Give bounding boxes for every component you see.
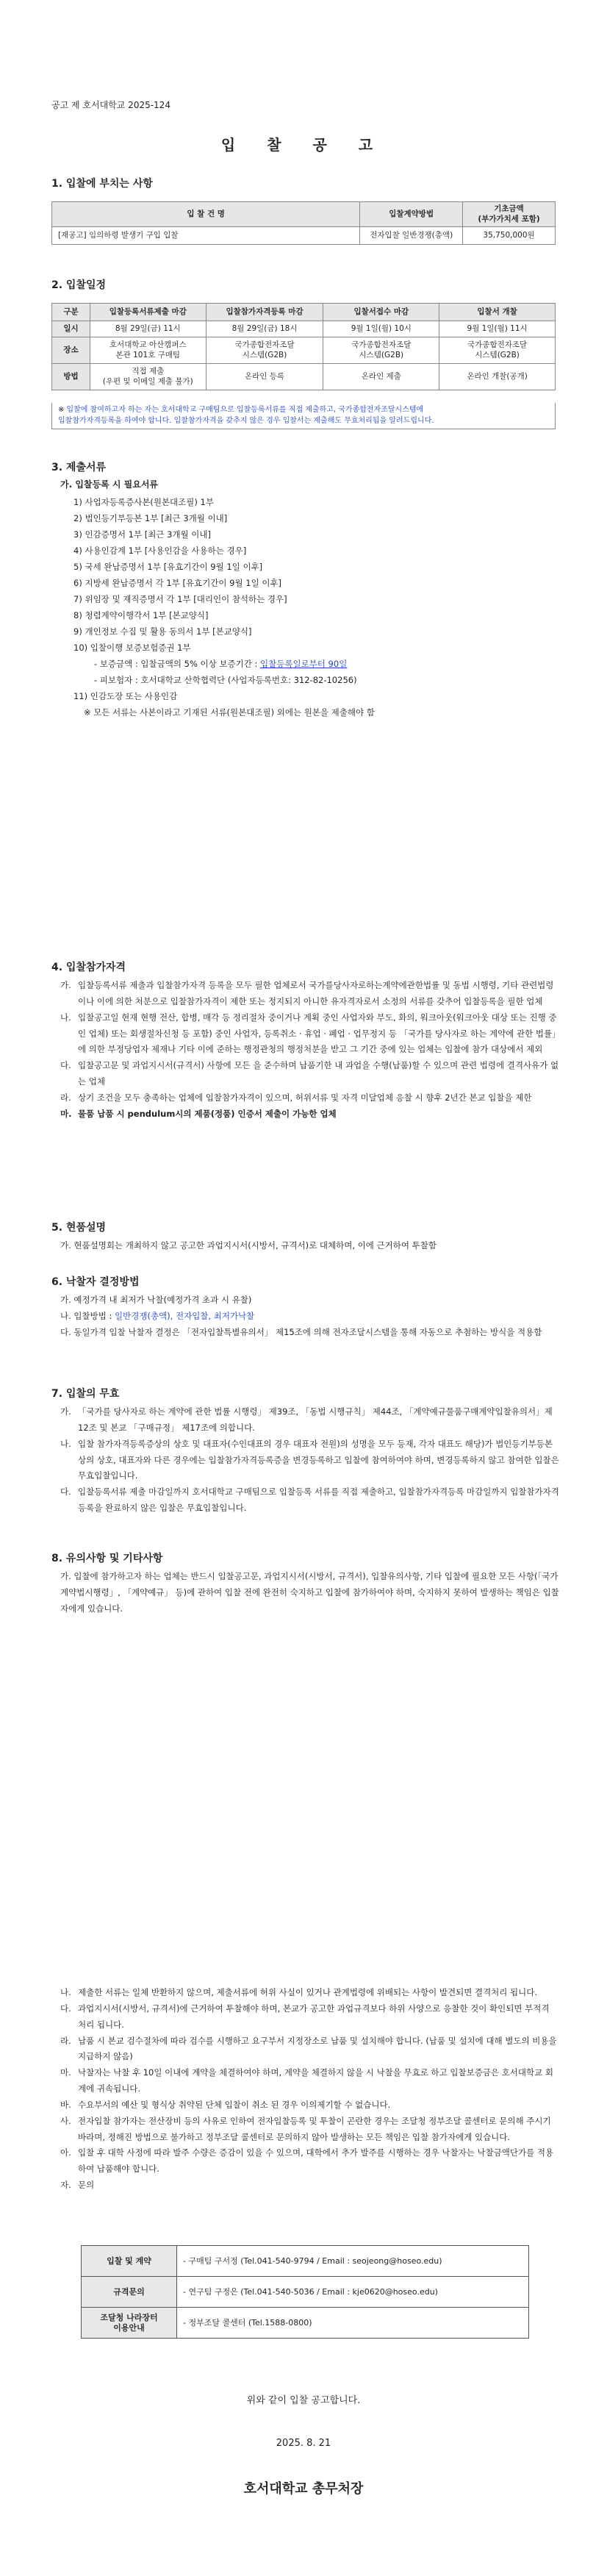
section-5-heading: 5. 현품설명 (51, 1222, 107, 1234)
item-mark: 라. (60, 1092, 71, 1103)
schedule-cell: 국가종합전자조달 시스템(G2B) (206, 337, 323, 364)
item-mark: 가. (60, 980, 71, 990)
row-label: 장소 (52, 337, 90, 364)
col-bid-deadline: 입찰서접수 마감 (323, 304, 439, 321)
list-item: 2) 법인등기부등본 1부 [최근 3개월 이내] (73, 513, 228, 523)
notes-item: 전자입찰 참가자는 전산장비 등의 사유로 인하여 전자입찰등록 및 투찰이 곤란한 경우는 조달청 정부조달 콜센터로 문의해 주시기 바라며, 정해진 방법으로 불가하고 정부조달 콜센터로 문의하지 않아 발생하는 모든 책임은 입찰 참가자에게 있습니다. (78, 2115, 551, 2142)
col-bid-name: 입 찰 건 명 (52, 202, 360, 227)
schedule-table (51, 303, 556, 390)
eligibility-item: 입찰공고일 현재 현행 전산, 합병, 매각 등 정리절차 중이거나 계획 중인 사업자와 부도, 화의, 워크아웃(워크아웃 대상 또는 진행 중인 업체) 또는 회생절차신청 등 포함) 중인 사업자, 등록취소 · 휴업 · 폐업 · 업무정지 등 「국가를 당사자로 하는 계약에 관한 법률」에 의한 부정당업자 제재나 기타 이에 준하는 행정관청의 행정처분을 받고 그 기간 중에 있는 업체는 입찰에 참가 대상에서 제외 (78, 1012, 557, 1055)
row-label: 방법 (52, 364, 90, 390)
schedule-cell: 국가종합전자조달 시스템(G2B) (439, 337, 556, 364)
list-item: 10) 입찰이행 보증보험증권 1부 (73, 643, 191, 653)
section-3-heading: 3. 제출서류 (51, 462, 107, 473)
schedule-row-method (52, 364, 556, 390)
issuer-name: 호서대학교 총무처장 (243, 2481, 364, 2497)
schedule-cell: 9월 1일(월) 10시 (323, 321, 439, 337)
list-item: 8) 청렴계약이행각서 1부 [본교양식] (73, 610, 209, 620)
item-mark: 가. (60, 1406, 71, 1417)
col-base-amount: 기초금액 (부가가치세 포함) (463, 202, 556, 227)
section-7-heading: 7. 입찰의 무효 (51, 1388, 120, 1400)
note-star: ※ (58, 406, 65, 414)
notes-item: 납품 시 본교 검수절차에 따라 검수를 시행하고 요구부서 지정장소로 납품 및 설치해야 합니다. (납품 및 설치에 대해 별도의 비용을 지급하지 않음) (78, 2035, 557, 2062)
contact-label: 조달청 나라장터 이용안내 (82, 2308, 177, 2339)
contact-value: - 연구팀 구정은 (Tel.041-540-5036 / Email : kje0620@hoseo.edu) (177, 2277, 529, 2308)
schedule-cell: 8월 29일(금) 11시 (90, 321, 206, 337)
invalid-item: 입찰 참가자격등록증상의 상호 및 대표자(수인대표의 경우 대표자 전원)의 성명을 모두 등재, 각자 대표도 해당)가 법인등기부등본상의 상호, 대표자와 다른 경우에는 입찰참가자격등록증을 변경등록하고 입찰에 참여하여야 하며, 변경등록하지 않고 참여한 입찰은 무효입찰입니다. (78, 1438, 559, 1481)
contract-method-cell: 전자입찰 일반경쟁(총액) (360, 227, 463, 245)
contact-label: 입찰 및 계약 (82, 2246, 177, 2277)
col-opening: 입찰서 개찰 (439, 304, 556, 321)
schedule-cell: 9월 1일(월) 11시 (439, 321, 556, 337)
notes-item: 입찰 후 대학 사정에 따라 발주 수량은 증감이 있을 수 있으며, 대학에서 추가 발주를 시행하는 경우 낙찰자는 낙찰금액단가를 적용하여 납품해야 합니다. (78, 2147, 554, 2175)
notes-item: 과업지시서(시방서, 규격서)에 근거하여 투찰해야 하며, 본교가 공고한 과업규격보다 하위 사양으로 응찰한 것이 확인되면 부적격 처리 됩니다. (78, 2003, 550, 2030)
item-mark: 마. (60, 2067, 71, 2078)
list-item: 5) 국세 완납증명서 1부 [유효기간이 9월 1일 이후] (73, 562, 263, 572)
award-item-prefix: 나. 입찰방법 : (60, 1310, 115, 1321)
closing-date: 2025. 8. 21 (276, 2438, 331, 2449)
contact-value: - 정부조달 콜센터 (Tel.1588-0800) (177, 2308, 529, 2339)
eligibility-item: 입찰공고문 및 과업지시서(규격서) 사항에 모든 을 준수하며 납품기한 내 과업을 수행(납품)할 수 있으며 관련 법령에 결격사유가 없는 업체 (78, 1060, 559, 1087)
notes-item: 가. 입찰에 참가하고자 하는 업체는 반드시 입찰공고문, 과업지시서(시방서, 규격서), 입찰유의사항, 기타 입찰에 필요한 모든 사항(「국가계약법시행령」, 「계약예규」 등)에 관하여 입찰 전에 완전히 숙지하고 입찰에 참가하여야 하며, 숙지하지 못하여 발생하는 책임은 입찰자에게 있습니다. (60, 1571, 559, 1614)
item-mark: 라. (60, 2035, 71, 2046)
docs-note: ※ 모든 서류는 사본이라고 기재된 서류(원본대조필) 외에는 원본을 제출해야 함 (84, 707, 375, 718)
schedule-row-place (52, 337, 556, 364)
award-item: 가. 예정가격 내 최저가 낙찰(예정가격 초과 시 유찰) (60, 1295, 252, 1305)
notes-item: 제출한 서류는 일체 반환하지 않으며, 제출서류에 허위 사실이 있거나 관계법령에 위배되는 사항이 발견되면 결격처리 됩니다. (78, 1987, 538, 1997)
eligibility-item: 입찰등록서류 제출과 입찰참가자격 등록을 모두 필한 업체로서 국가를당사자로하는계약에관한법률 및 동법 시행령, 기타 관련법령이나 이에 의한 처분으로 입찰참가자격이 제한 또는 정지되지 아니한 유자격자로서 소정의 서류를 갖추어 입찰등록을 필한 업체 (78, 980, 554, 1006)
notes-item: 낙찰자는 낙찰 후 10일 이내에 계약을 체결하여야 하며, 계약을 체결하지 않을 시 낙찰을 무효로 하고 입찰보증금은 호서대학교 회계에 귀속됩니다. (78, 2067, 553, 2094)
document-title: 입 찰 공 고 (220, 136, 387, 154)
bid-name-cell: [재공고] 임의하령 발생기 구입 입찰 (52, 227, 360, 245)
item-mark: 나. (60, 1987, 71, 1997)
bid-item-table (51, 201, 556, 245)
item-mark: 다. (60, 1060, 71, 1071)
list-item: 7) 위임장 및 재직증명서 각 1부 [대리인이 참석하는 경우] (73, 594, 287, 604)
row-label: 일시 (52, 321, 90, 337)
col-category: 구분 (52, 304, 90, 321)
notes-item-a (60, 1569, 560, 1617)
invalid-item: 입찰등록서류 제출 마감일까지 호서대학교 구매팀으로 입찰등록 서류를 직접 제출하고, 입찰참가자격등록 마감일까지 입찰참가자격등록을 완료하지 않은 입찰은 무효입찰입니다. (78, 1486, 559, 1514)
bond-amount-text: - 보증금액 : 입찰금액의 5% 이상 보증기간 : (94, 659, 261, 669)
invalid-bid-list (60, 1404, 560, 1517)
contact-value: - 구매팀 구서정 (Tel.041-540-9794 / Email : seojeong@hoseo.edu) (177, 2246, 529, 2277)
list-item: 9) 개인정보 수집 및 활용 동의서 1부 [본교양식] (73, 626, 252, 637)
col-doc-deadline: 입찰등록서류제출 마감 (90, 304, 206, 321)
list-item: 11) 인감도장 또는 사용인감 (73, 691, 178, 701)
contact-table (81, 2245, 529, 2339)
section-4-heading: 4. 입찰참가자격 (51, 962, 126, 973)
notes-list (60, 1985, 560, 2194)
bond-insured-line: - 피보험자 : 호서대학교 산학협력단 (사업자등록번호: 312-82-10256) (94, 675, 357, 685)
eligibility-list (60, 978, 560, 1123)
award-method-highlight: 일반경쟁(총액), 전자입찰, 최저가낙찰 (115, 1310, 255, 1321)
eligibility-item: 상기 조건을 모두 충족하는 업체에 입찰참가자격이 있으며, 허위서류 및 자격 미달업체 응찰 시 향후 2년간 본교 입찰을 제한 (78, 1092, 532, 1103)
base-amount-cell: 35,750,000원 (463, 227, 556, 245)
required-docs-list (73, 495, 551, 722)
note-line: 입찰참가자격등록을 하여야 합니다. 입찰참가자격을 갖추지 않은 경우 입찰서는 제출해도 무효처리됨을 알려드립니다. (58, 416, 434, 425)
item-mark: 바. (60, 2099, 71, 2110)
schedule-cell: 호서대학교 아산캠퍼스 본관 101호 구매팀 (90, 337, 206, 364)
col-contract-method: 입찰계약방법 (360, 202, 463, 227)
award-method-list (60, 1292, 560, 1341)
notes-item: 문의 (78, 2180, 95, 2191)
item-mark: 나. (60, 1438, 71, 1449)
schedule-cell: 온라인 등록 (206, 364, 323, 390)
list-item: 3) 인감증명서 1부 [최근 3개월 이내] (73, 529, 211, 540)
item-mark: 다. (60, 2003, 71, 2014)
closing-statement: 위와 같이 입찰 공고합니다. (246, 2395, 361, 2406)
eligibility-item: 물품 납품 시 pendulum시의 제품(정품) 인증서 제출이 가능한 업체 (78, 1108, 337, 1119)
schedule-cell: 직접 제출 (우편 및 이메일 제출 불가) (90, 364, 206, 390)
section-2-heading: 2. 입찰일정 (51, 279, 107, 291)
schedule-cell: 온라인 개찰(공개) (439, 364, 556, 390)
item-mark: 마. (60, 1108, 72, 1119)
section-6-heading: 6. 낙찰자 결정방법 (51, 1276, 140, 1288)
list-item: 4) 사용인감계 1부 [사용인감을 사용하는 경우] (73, 545, 247, 556)
schedule-cell: 8월 29일(금) 18시 (206, 321, 323, 337)
bond-amount-line (73, 657, 551, 673)
notes-item: 수요부서의 예산 및 형식상 취약된 단체 입찰이 취소 된 경우 이의제기할 수 없습니다. (78, 2099, 391, 2110)
item-mark: 사. (60, 2115, 71, 2126)
section-1-heading: 1. 입찰에 부치는 사항 (51, 178, 153, 190)
item-mark: 아. (60, 2147, 71, 2158)
item-mark: 자. (60, 2180, 71, 2191)
notice-number: 공고 제 호서대학교 2025-124 (51, 100, 170, 110)
section-8-heading: 8. 유의사항 및 기타사항 (51, 1553, 163, 1564)
contact-label: 규격문의 (82, 2277, 177, 2308)
briefing-text: 가. 현품설명회는 개최하지 않고 공고한 과업지시서(시방서, 규격서)로 대체하며, 이에 근거하여 투찰함 (60, 1240, 437, 1251)
list-item: 1) 사업자등록증사본(원본대조필) 1부 (73, 497, 214, 507)
schedule-row-time (52, 321, 556, 337)
schedule-note (51, 403, 556, 429)
section-3-subheading: 가. 입찰등록 시 필요서류 (60, 479, 159, 490)
award-item: 다. 동일가격 입찰 낙찰자 결정은 「전자입찰특별유의서」 제15조에 의해 전자조달시스템을 통해 자동으로 추첨하는 방식을 적용함 (60, 1326, 542, 1337)
item-mark: 다. (60, 1486, 71, 1498)
bond-period-highlight: 입찰등록일로부터 90일 (260, 659, 348, 669)
award-item (60, 1309, 560, 1325)
col-reg-deadline: 입찰참가자격등록 마감 (206, 304, 323, 321)
schedule-cell: 국가종합전자조달 시스템(G2B) (323, 337, 439, 364)
invalid-item: 「국가를 당사자로 하는 계약에 관한 법률 시행령」 제39조, 「동법 시행규칙」 제44조, 「계약예규물품구매계약입찰유의서」제12조 및 본교 「구매규정」 제17조에 의합니다. (78, 1406, 553, 1433)
list-item: 6) 지방세 완납증명서 각 1부 [유효기간이 9월 1일 이후] (73, 578, 282, 588)
schedule-cell: 온라인 제출 (323, 364, 439, 390)
note-line: 입찰에 참여하고자 하는 자는 호서대학교 구매팀으로 입찰등록서류를 직접 제출하고, 국가종합전자조달시스템에 (66, 406, 424, 414)
item-mark: 나. (60, 1012, 71, 1023)
